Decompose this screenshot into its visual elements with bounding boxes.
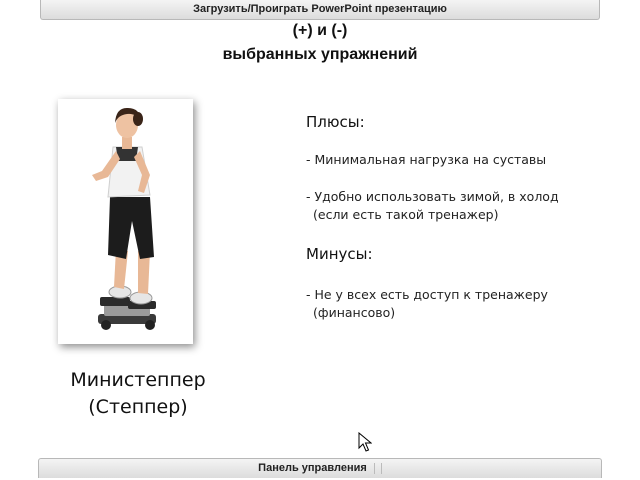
woman-on-stepper-illustration [58, 99, 193, 344]
control-panel-label: Панель управления [258, 462, 367, 474]
cons-heading: Минусы: [306, 245, 373, 263]
pros-heading: Плюсы: [306, 113, 365, 131]
pros-item [306, 188, 616, 224]
pros-item-line1: - Минимальная нагрузка на суставы [306, 152, 547, 167]
pros-item-line1: - Удобно использовать зимой, в холод [306, 189, 559, 204]
load-play-powerpoint-button[interactable] [40, 0, 600, 20]
cons-item-line1: - Не у всех есть доступ к тренажеру [306, 287, 548, 302]
slide-title-line2: выбранных упражнений [222, 46, 418, 63]
pros-item [306, 151, 616, 169]
cons-item [306, 286, 616, 322]
grip-handle-icon [374, 463, 382, 474]
slide-title-line1: (+) и (-) [292, 22, 348, 39]
pros-item-line2: (если есть такой тренажер) [313, 207, 499, 222]
load-play-powerpoint-label: Загрузить/Проиграть PowerPoint презентацию [193, 3, 447, 15]
mouse-pointer-icon [358, 432, 372, 452]
cons-item-line2: (финансово) [313, 305, 396, 320]
ministepper-photo [58, 99, 193, 344]
control-panel-button[interactable] [38, 458, 602, 478]
image-caption-line1: Министеппер [70, 369, 206, 391]
image-caption-line2: (Степпер) [88, 396, 188, 418]
